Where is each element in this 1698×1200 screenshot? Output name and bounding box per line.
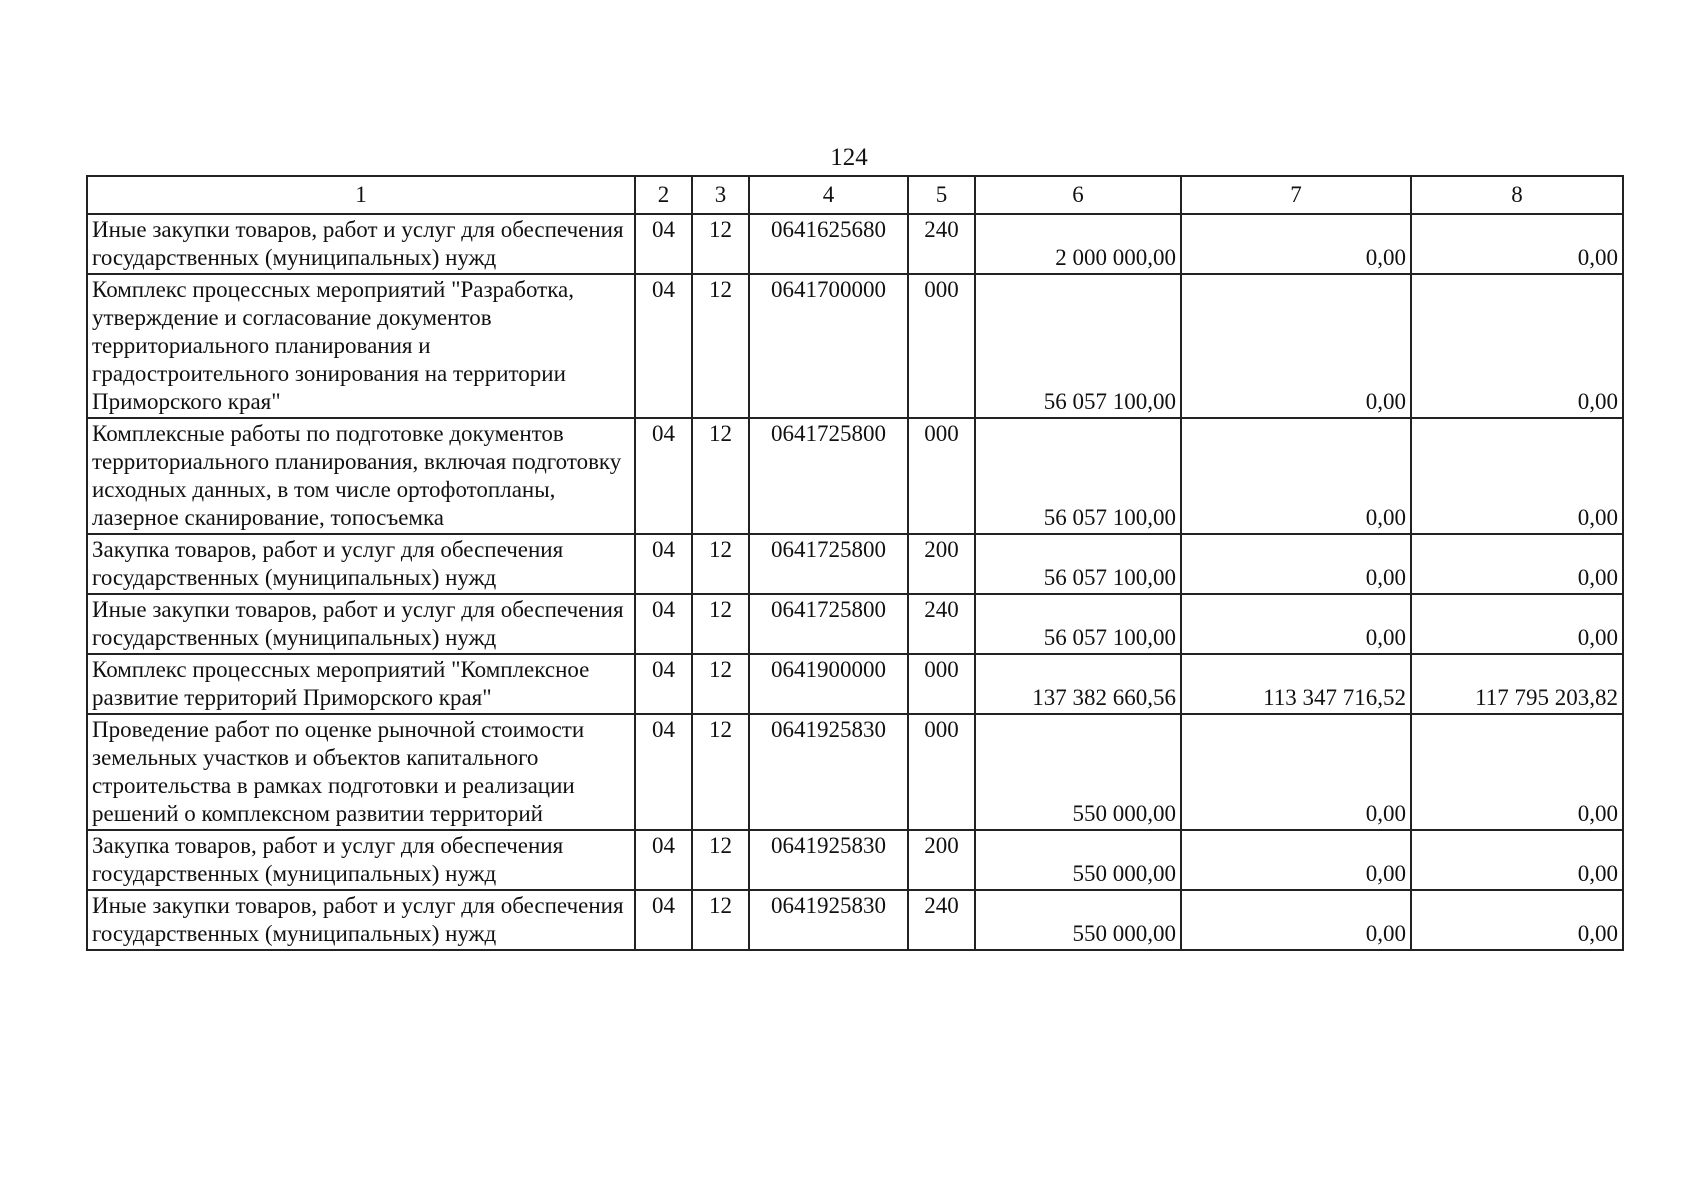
row-section: 04: [635, 714, 692, 830]
row-amount-3: 0,00: [1411, 418, 1623, 534]
table-row: [87, 890, 1623, 950]
row-amount-1: 56 057 100,00: [975, 274, 1181, 418]
header-col-1: 1: [87, 176, 635, 214]
row-amount-2: 0,00: [1181, 714, 1411, 830]
row-amount-1: 56 057 100,00: [975, 534, 1181, 594]
row-amount-2: 0,00: [1181, 214, 1411, 274]
table-row: [87, 418, 1623, 534]
row-amount-3: 0,00: [1411, 890, 1623, 950]
table-row: [87, 594, 1623, 654]
row-subsection: 12: [692, 418, 749, 534]
row-subsection: 12: [692, 714, 749, 830]
row-amount-1: 56 057 100,00: [975, 594, 1181, 654]
row-amount-2: 0,00: [1181, 830, 1411, 890]
row-amount-1: 137 382 660,56: [975, 654, 1181, 714]
row-amount-1: 550 000,00: [975, 890, 1181, 950]
row-target-article: 0641700000: [749, 274, 908, 418]
table-header: [87, 176, 1623, 214]
row-section: 04: [635, 274, 692, 418]
row-name: Комплекс процессных мероприятий "Разработка, утверждение и согласование документов территориального планирования и градостроительного зонирования на территории Приморского края": [87, 274, 635, 418]
header-col-6: 6: [975, 176, 1181, 214]
row-section: 04: [635, 594, 692, 654]
row-amount-1: 2 000 000,00: [975, 214, 1181, 274]
table-row: [87, 534, 1623, 594]
row-section: 04: [635, 830, 692, 890]
row-amount-3: 0,00: [1411, 214, 1623, 274]
row-subsection: 12: [692, 890, 749, 950]
header-col-5: 5: [908, 176, 975, 214]
row-target-article: 0641925830: [749, 714, 908, 830]
row-section: 04: [635, 654, 692, 714]
row-amount-2: 0,00: [1181, 418, 1411, 534]
table-row: [87, 214, 1623, 274]
row-name: Закупка товаров, работ и услуг для обеспечения государственных (муниципальных) нужд: [87, 830, 635, 890]
header-col-8: 8: [1411, 176, 1623, 214]
row-section: 04: [635, 534, 692, 594]
row-target-article: 0641900000: [749, 654, 908, 714]
row-expense-type: 000: [908, 654, 975, 714]
row-subsection: 12: [692, 214, 749, 274]
row-amount-1: 56 057 100,00: [975, 418, 1181, 534]
row-subsection: 12: [692, 594, 749, 654]
row-section: 04: [635, 418, 692, 534]
row-amount-3: 0,00: [1411, 534, 1623, 594]
row-target-article: 0641925830: [749, 830, 908, 890]
row-expense-type: 000: [908, 418, 975, 534]
table-row: [87, 654, 1623, 714]
row-expense-type: 200: [908, 534, 975, 594]
row-name: Комплекс процессных мероприятий "Комплексное развитие территорий Приморского края": [87, 654, 635, 714]
row-name: Иные закупки товаров, работ и услуг для обеспечения государственных (муниципальных) нужд: [87, 890, 635, 950]
header-col-2: 2: [635, 176, 692, 214]
row-name: Проведение работ по оценке рыночной стоимости земельных участков и объектов капитального строительства в рамках подготовки и реализации решений о комплексном развитии территорий: [87, 714, 635, 830]
row-amount-3: 0,00: [1411, 594, 1623, 654]
row-expense-type: 240: [908, 890, 975, 950]
row-expense-type: 240: [908, 594, 975, 654]
header-row: [87, 176, 1623, 214]
row-expense-type: 200: [908, 830, 975, 890]
row-amount-1: 550 000,00: [975, 830, 1181, 890]
table-body: [87, 214, 1623, 950]
budget-table: [86, 175, 1624, 951]
row-amount-3: 0,00: [1411, 274, 1623, 418]
row-expense-type: 000: [908, 714, 975, 830]
row-subsection: 12: [692, 654, 749, 714]
row-amount-3: 0,00: [1411, 714, 1623, 830]
row-name: Иные закупки товаров, работ и услуг для обеспечения государственных (муниципальных) нужд: [87, 594, 635, 654]
row-subsection: 12: [692, 534, 749, 594]
row-name: Закупка товаров, работ и услуг для обеспечения государственных (муниципальных) нужд: [87, 534, 635, 594]
row-target-article: 0641725800: [749, 534, 908, 594]
row-subsection: 12: [692, 274, 749, 418]
row-target-article: 0641725800: [749, 594, 908, 654]
row-name: Комплексные работы по подготовке документов территориального планирования, включая подготовку исходных данных, в том числе ортофотопланы, лазерное сканирование, топосъемка: [87, 418, 635, 534]
row-subsection: 12: [692, 830, 749, 890]
row-amount-2: 0,00: [1181, 274, 1411, 418]
header-col-3: 3: [692, 176, 749, 214]
table-row: [87, 714, 1623, 830]
row-amount-2: 0,00: [1181, 534, 1411, 594]
row-target-article: 0641925830: [749, 890, 908, 950]
row-amount-2: 113 347 716,52: [1181, 654, 1411, 714]
row-amount-1: 550 000,00: [975, 714, 1181, 830]
row-expense-type: 000: [908, 274, 975, 418]
row-section: 04: [635, 214, 692, 274]
row-expense-type: 240: [908, 214, 975, 274]
row-target-article: 0641725800: [749, 418, 908, 534]
page-number: 124: [830, 144, 868, 171]
row-name: Иные закупки товаров, работ и услуг для обеспечения государственных (муниципальных) нужд: [87, 214, 635, 274]
row-amount-2: 0,00: [1181, 890, 1411, 950]
table-row: [87, 274, 1623, 418]
table-row: [87, 830, 1623, 890]
row-amount-2: 0,00: [1181, 594, 1411, 654]
row-amount-3: 0,00: [1411, 830, 1623, 890]
header-col-7: 7: [1181, 176, 1411, 214]
header-col-4: 4: [749, 176, 908, 214]
row-section: 04: [635, 890, 692, 950]
row-amount-3: 117 795 203,82: [1411, 654, 1623, 714]
row-target-article: 0641625680: [749, 214, 908, 274]
